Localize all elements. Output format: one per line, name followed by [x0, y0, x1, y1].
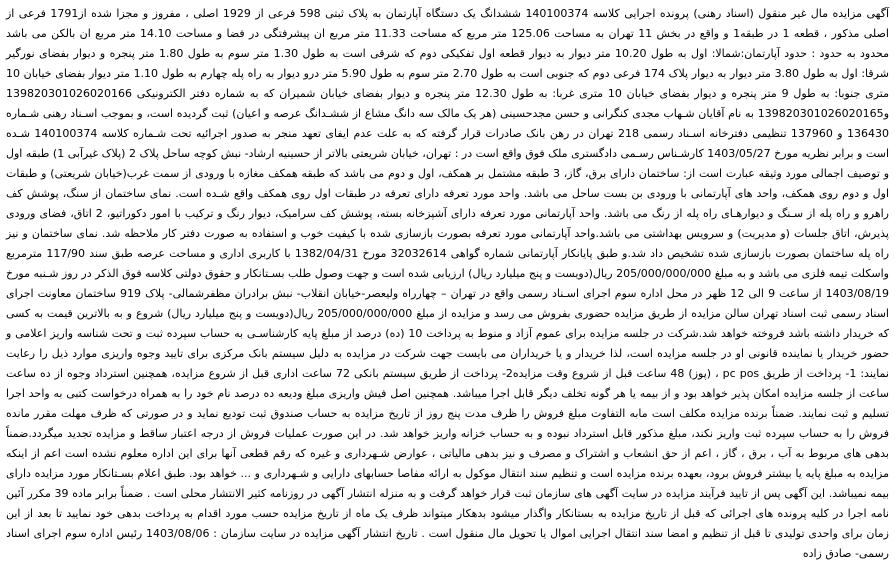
notice-body-text: آگهی مزایده مال غیر منقول (اسناد رهنی) پرونده اجرایی کلاسه 140100374 ششدانگ یک دستگاه آپارتمان به پلاک ثبتی 598 فرعی از 1929 اصلی ، مفروز و مجزا شده از1791 فرعی از اصلی مذکور ، قطعه 1 در طبقه1 و واقع در بخش 11 تهران به مساحت 125.06 متر مربع که مساحت 11.33 متر مربع ان پیشرفتگی در فضا و مساحت 14.10 متر مربع ان بالکن می باشد محدود به حدود : حدود آپارتمان:شمالا: اول به طول 10.20 متر دیوار به دیوار قطعه اول تفکیکی دوم که شرقی است به طول 1.30 متر سوم به طول 1.80 متر پنجره و دیوار بفضای نورگیر شرقا: اول به طول 3.80 متر دیوار به دیوار پلاک 174 فرعی دوم که جنوبی است به طول 2.70 متر سوم به طول 5.90 متر درو دیوار به راه پله چهارم به طول 1.10 متر دیوار بفضای خیابان 10 متری جنوبا: به طول 9 متر پنجره و دیوار بفضای خیابان 10 متری غربا: به طول 12.30 متر پنجره و دیوار بفضای خیابان شمیران که به شماره دفتر الکترونیکی 139820301026020166 و139820301026020165 به نام آقایان شـهاب مجدی کنگرانی و حسن مجدحسینی (هر یک مالک سه دانگ مشاع از ششـدانگ عرصه و اعیان) ثبت گردیده است، و بموجب اسـناد رهنی شـماره 136430 و 137960 تنظیمی دفترخانه اسـناد رسمی 218 تهران در رهن بانک صادرات قرار گرفته که به علت عدم ایفای تعهد منجر به صدور اجرائیه تحت شـماره کلاسه 140100374 شـده است و برابر نظریه مورخ 1403/05/27 کارشـناس رسـمی دادگستری ملک فوق واقع است در : تهران، خیابان شریعتی بالاتر از حسینیه ارشاد- نبش کوچه ساحل پلاک 2 (پلاک غیرآبی 1) طبقه اول و توصیف اجمالی مورد وثیقه عبارت است از: ساختمان دارای برق، گاز، 3 طبقه مشتمل بر همکف، اول و دوم می باشد که طبقه همکف مغازه با ورودی از سمت غرب(خیابان شریعتی) و طبقات اول و دوم روی همکف، واحد های آپارتمانی با ورودی بن بست ساحل می باشد. واحد مورد تعرفه دارای تعرفه در طبقات اول روی همکف واقع شـده است. نمای ساختمان از سنگ، پوشش کف راهرو و راه پله از سـنگ و دیوارهـای راه پله از رنگ می باشد. واحد آپارتمانی مورد تعرفه دارای آشپزخانه بسته، پوشش کف سرامیک، دیوار رنگ و ترکیب با امور دکوراتیو، 2 اتاق، فضای ورودی پذیرش، اتاق جلسات (و مدیریت) و سرویس بهداشتی می باشد.واحد آپارتمانی مورد تعرفه بصورت بازسازی شده با کیفیت خوب و استفاده به صورت دفتر کار ملاحظه شد. نمای ساختمان و نیز راه پله ساختمان بصورت بازسازی شده تشخیص داد شد.و طبق پایانکار آپارتمانی شماره گواهی 32032614 مورخ 1382/04/31 با کاربری اداری و مساحت عرصه طبق سند 117/90 مترمربع واسکلت تیمه فلزی می باشد و به مبلغ 205/000/000/000 ریال(دویست و پنج میلیارد ریال) ارزیابی شده است و جهت وصول طلب بسـتانکار و حقوق دولتی کلاسه فوق الذکر در روز شـنبه مورخ 1403/08/19 از ساعت 9 الی 12 ظهر در محل اداره سوم اجرای اسـناد رسمی واقع در تهران – چهارراه ولیعصر-خیابان انقلاب- نبش برادران مظفرشمالی- پلاک 919 ساختمان معاونت اجرای اسناد رسمی ثبت اسناد تهران سالن مزایده از طریق مزایده حضوری بفروش می رسد و مزایده از مبلغ 205/000/000/000 ریال(دویست و پنج میلیارد ریال) شروع و به بالاترین قیمت به کسی که خریدار داشته باشد فروخته خواهد شد.شرکت در جلسه مزایده برای عموم آزاد و منوط به پرداخت 10 (ده) درصد از مبلغ پایه کارشناسـی به حساب سپرده ثبت و تحت شناسه واریز اعلامی و حضور خریدار یا نماینده قانونی او در جلسه مزایده است، لذا خریدار و یا خریداران می بایست جهت شرکت در مزایده به دلیل سیستم بانک مرکزی برای تایید وجوه واریزی موارد ذیل را رعایت نمایند: 1- پرداخت از طریق pc pos ، (پوز) 48 ساعت قبل از شروع وقت مزایده2- پرداخت از طریق سیستم بانکی 72 ساعت اداری قبل از شروع مزایده، همچنین استرداد وجوه از ده ساعت ساعت از جلسه مزایده امکان پذیر خواهد بود و از بیمه یا هر گونه تخلف دیگر قابل اجرا میباشد. همچنین اصل فیش واریزی مبلغ ودیعه ده درصد نام خود را به همراه درخواست کتبی به واحد اجرا تسلیم و ثبت نمایند. ضمناً برنده مزایده مکلف است مابه التفاوت مبلغ فروش را ظرف مدت پنج روز از تاریخ مزایده به حساب صندوق ثبت تودیع نماید و در صورتی که ظرف مهلت مقرر مانده فروش را به حساب سپرده ثبت واریز نکند، مبلغ مذکور قابل استرداد نبوده و به حساب خزانه واریز خواهد شد. در این صورت عملیات فروش از درجه اعتبار ساقط و مزایده تجدید میگردد.ضمناً بدهی های مربوط به آب ، برق ، گاز ، اعم از حق انشعاب و اشتراک و مصرف و نیز بدهی مالیاتی ، عوارض شـهرداری و غیره که رقم قطعی آنها برای این اداره معلوم نشده است اعم از اینکه مزایده به مبلغ پایه یا بیشتر فروش برود، بعهده برنده مزایده است و تنظیم سند انتقال موکول به ارائه مفاصا حسابهای دارایی و شـهرداری و ... خواهد بود. طبق اعلام بسـتانکار مورد مزایده دارای بیمه نمیباشد. این آگهی پس از تایید فرآیند مزایده در سایت آگهی های سازمان ثبت قرار خواهد گرفت و به منزله انتشار آگهی در روزنامه کثیر الانتشار محلی است . ضمناً برابر ماده 39 مکرر آئین نامه اجرا در کلیه پرونده های اجرائی که قبل از تاریخ مزایده به بستانکار واگذار میشود بدهکار میتواند ظرف یک ماه از تاریخ مزایده حسب مورد اقدام به پرداخت بدهی خود نمایید تا بعد از این زمان برای واحدی تولیدی تا قبل از تنظیم و امضا سند انتقال اجرایی اموال یا تحویل مال منقول است . تاریخ انتشار آگهی مزایده در سایت سازمان : 1403/08/06 رئیس اداره سوم اجرای اسناد رسمی- صادق زاده [6, 7, 890, 560]
